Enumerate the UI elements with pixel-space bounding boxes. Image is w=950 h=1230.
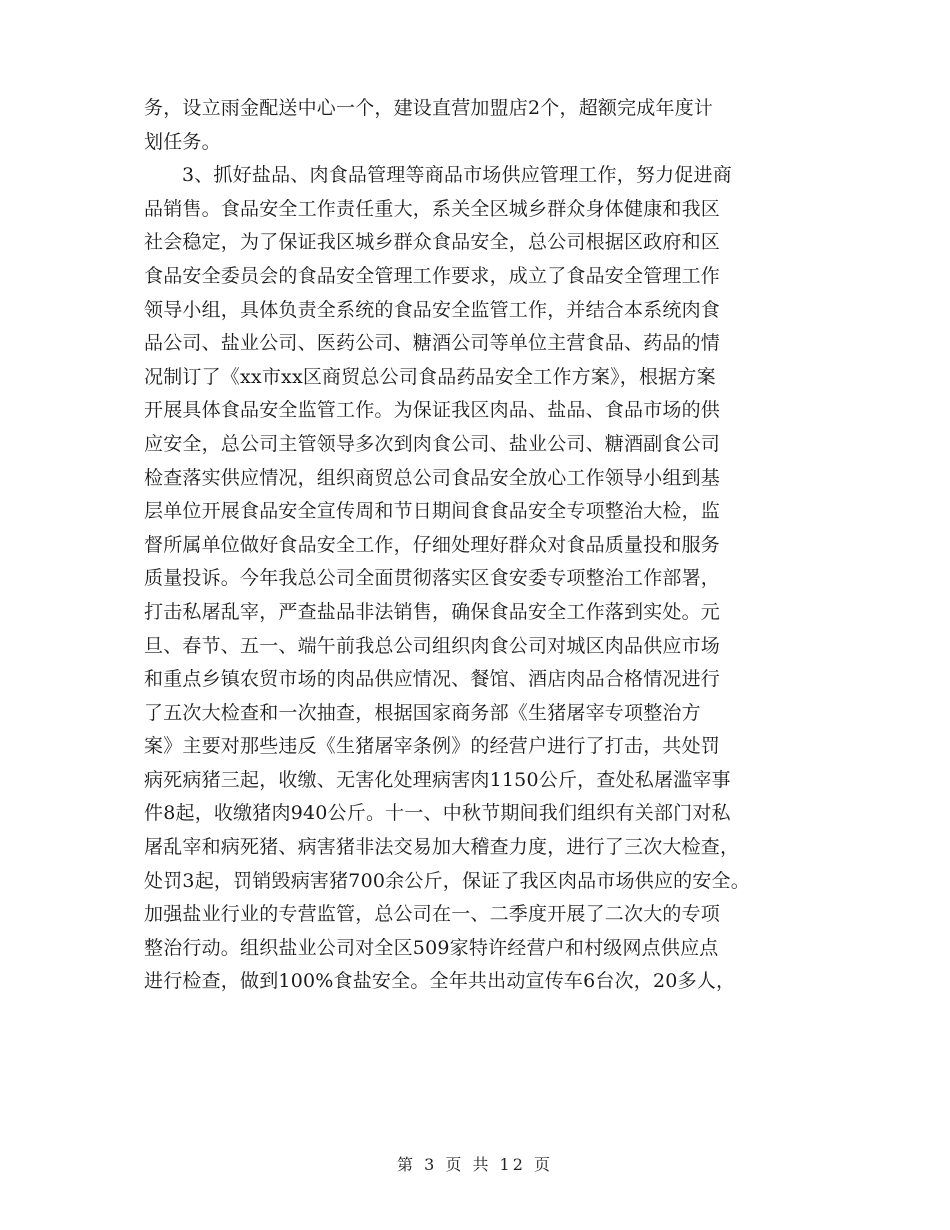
text-line: 件8起，收缴猪肉940公斤。十一、中秋节期间我们组织有关部门对私 <box>144 802 731 825</box>
text-line: 督所属单位做好食品安全工作，仔细处理好群众对食品质量投和服务 <box>144 533 721 556</box>
text-line: 品销售。食品安全工作责任重大，系关全区城乡群众身体健康和我区 <box>144 197 721 220</box>
page-footer: 第 3 页 共 12 页 <box>397 1155 553 1174</box>
text-line: 处罚3起，罚销毁病害猪700余公斤，保证了我区肉品市场供应的安全。 <box>144 869 750 892</box>
text-line: 社会稳定，为了保证我区城乡群众食品安全，总公司根据区政府和区 <box>144 231 721 254</box>
text-line: 案》主要对那些违反《生猪屠宰条例》的经营户进行了打击，共处罚 <box>144 735 721 758</box>
text-line: 食品安全委员会的食品安全管理工作要求，成立了食品安全管理工作 <box>144 264 721 287</box>
text-line: 划任务。 <box>144 130 221 153</box>
text-line: 质量投诉。今年我总公司全面贯彻落实区食安委专项整治工作部署， <box>144 567 721 590</box>
text-line: 旦、春节、五一、端午前我总公司组织肉食公司对城区肉品供应市场 <box>144 634 721 657</box>
text-line: 开展具体食品安全监管工作。为保证我区肉品、盐品、食品市场的供 <box>144 399 721 422</box>
text-line: 和重点乡镇农贸市场的肉品供应情况、餐馆、酒店肉品合格情况进行 <box>144 668 721 691</box>
text-line: 整治行动。组织盐业公司对全区509家特许经营户和村级网点供应点 <box>144 936 719 959</box>
text-line: 加强盐业行业的专营监管，总公司在一、二季度开展了二次大的专项 <box>144 903 721 926</box>
text-line: 3、抓好盐品、肉食品管理等商品市场供应管理工作，努力促进商 <box>182 164 732 187</box>
text-line: 层单位开展食品安全宣传周和节日期间食食品安全专项整治大检，监 <box>144 500 721 523</box>
text-line: 品公司、盐业公司、医药公司、糖酒公司等单位主营食品、药品的情 <box>144 332 721 355</box>
body-text <box>144 92 844 999</box>
text-line: 检查落实供应情况，组织商贸总公司食品安全放心工作领导小组到基 <box>144 466 721 489</box>
text-line: 屠乱宰和病死猪、病害猪非法交易加大稽查力度，进行了三次大检查， <box>144 836 740 859</box>
text-line: 打击私屠乱宰，严查盐品非法销售，确保食品安全工作落到实处。元 <box>144 600 721 623</box>
text-line: 领导小组，具体负责全系统的食品安全监管工作，并结合本系统肉食 <box>144 298 721 321</box>
text-line: 况制订了《xx市xx区商贸总公司食品药品安全工作方案》，根据方案 <box>144 365 716 388</box>
text-line: 病死病猪三起，收缴、无害化处理病害肉1150公斤，查处私屠滥宰事 <box>144 768 731 791</box>
text-line: 务，设立雨金配送中心一个，建设直营加盟店2个，超额完成年度计 <box>144 97 714 119</box>
text-line: 了五次大检查和一次抽查，根据国家商务部《生猪屠宰专项整治方 <box>144 701 701 724</box>
text-line: 应安全，总公司主管领导多次到肉食公司、盐业公司、糖酒副食公司 <box>144 432 721 455</box>
text-line: 进行检查，做到100%食盐安全。全年共出动宣传车6台次，20多人， <box>144 970 736 993</box>
